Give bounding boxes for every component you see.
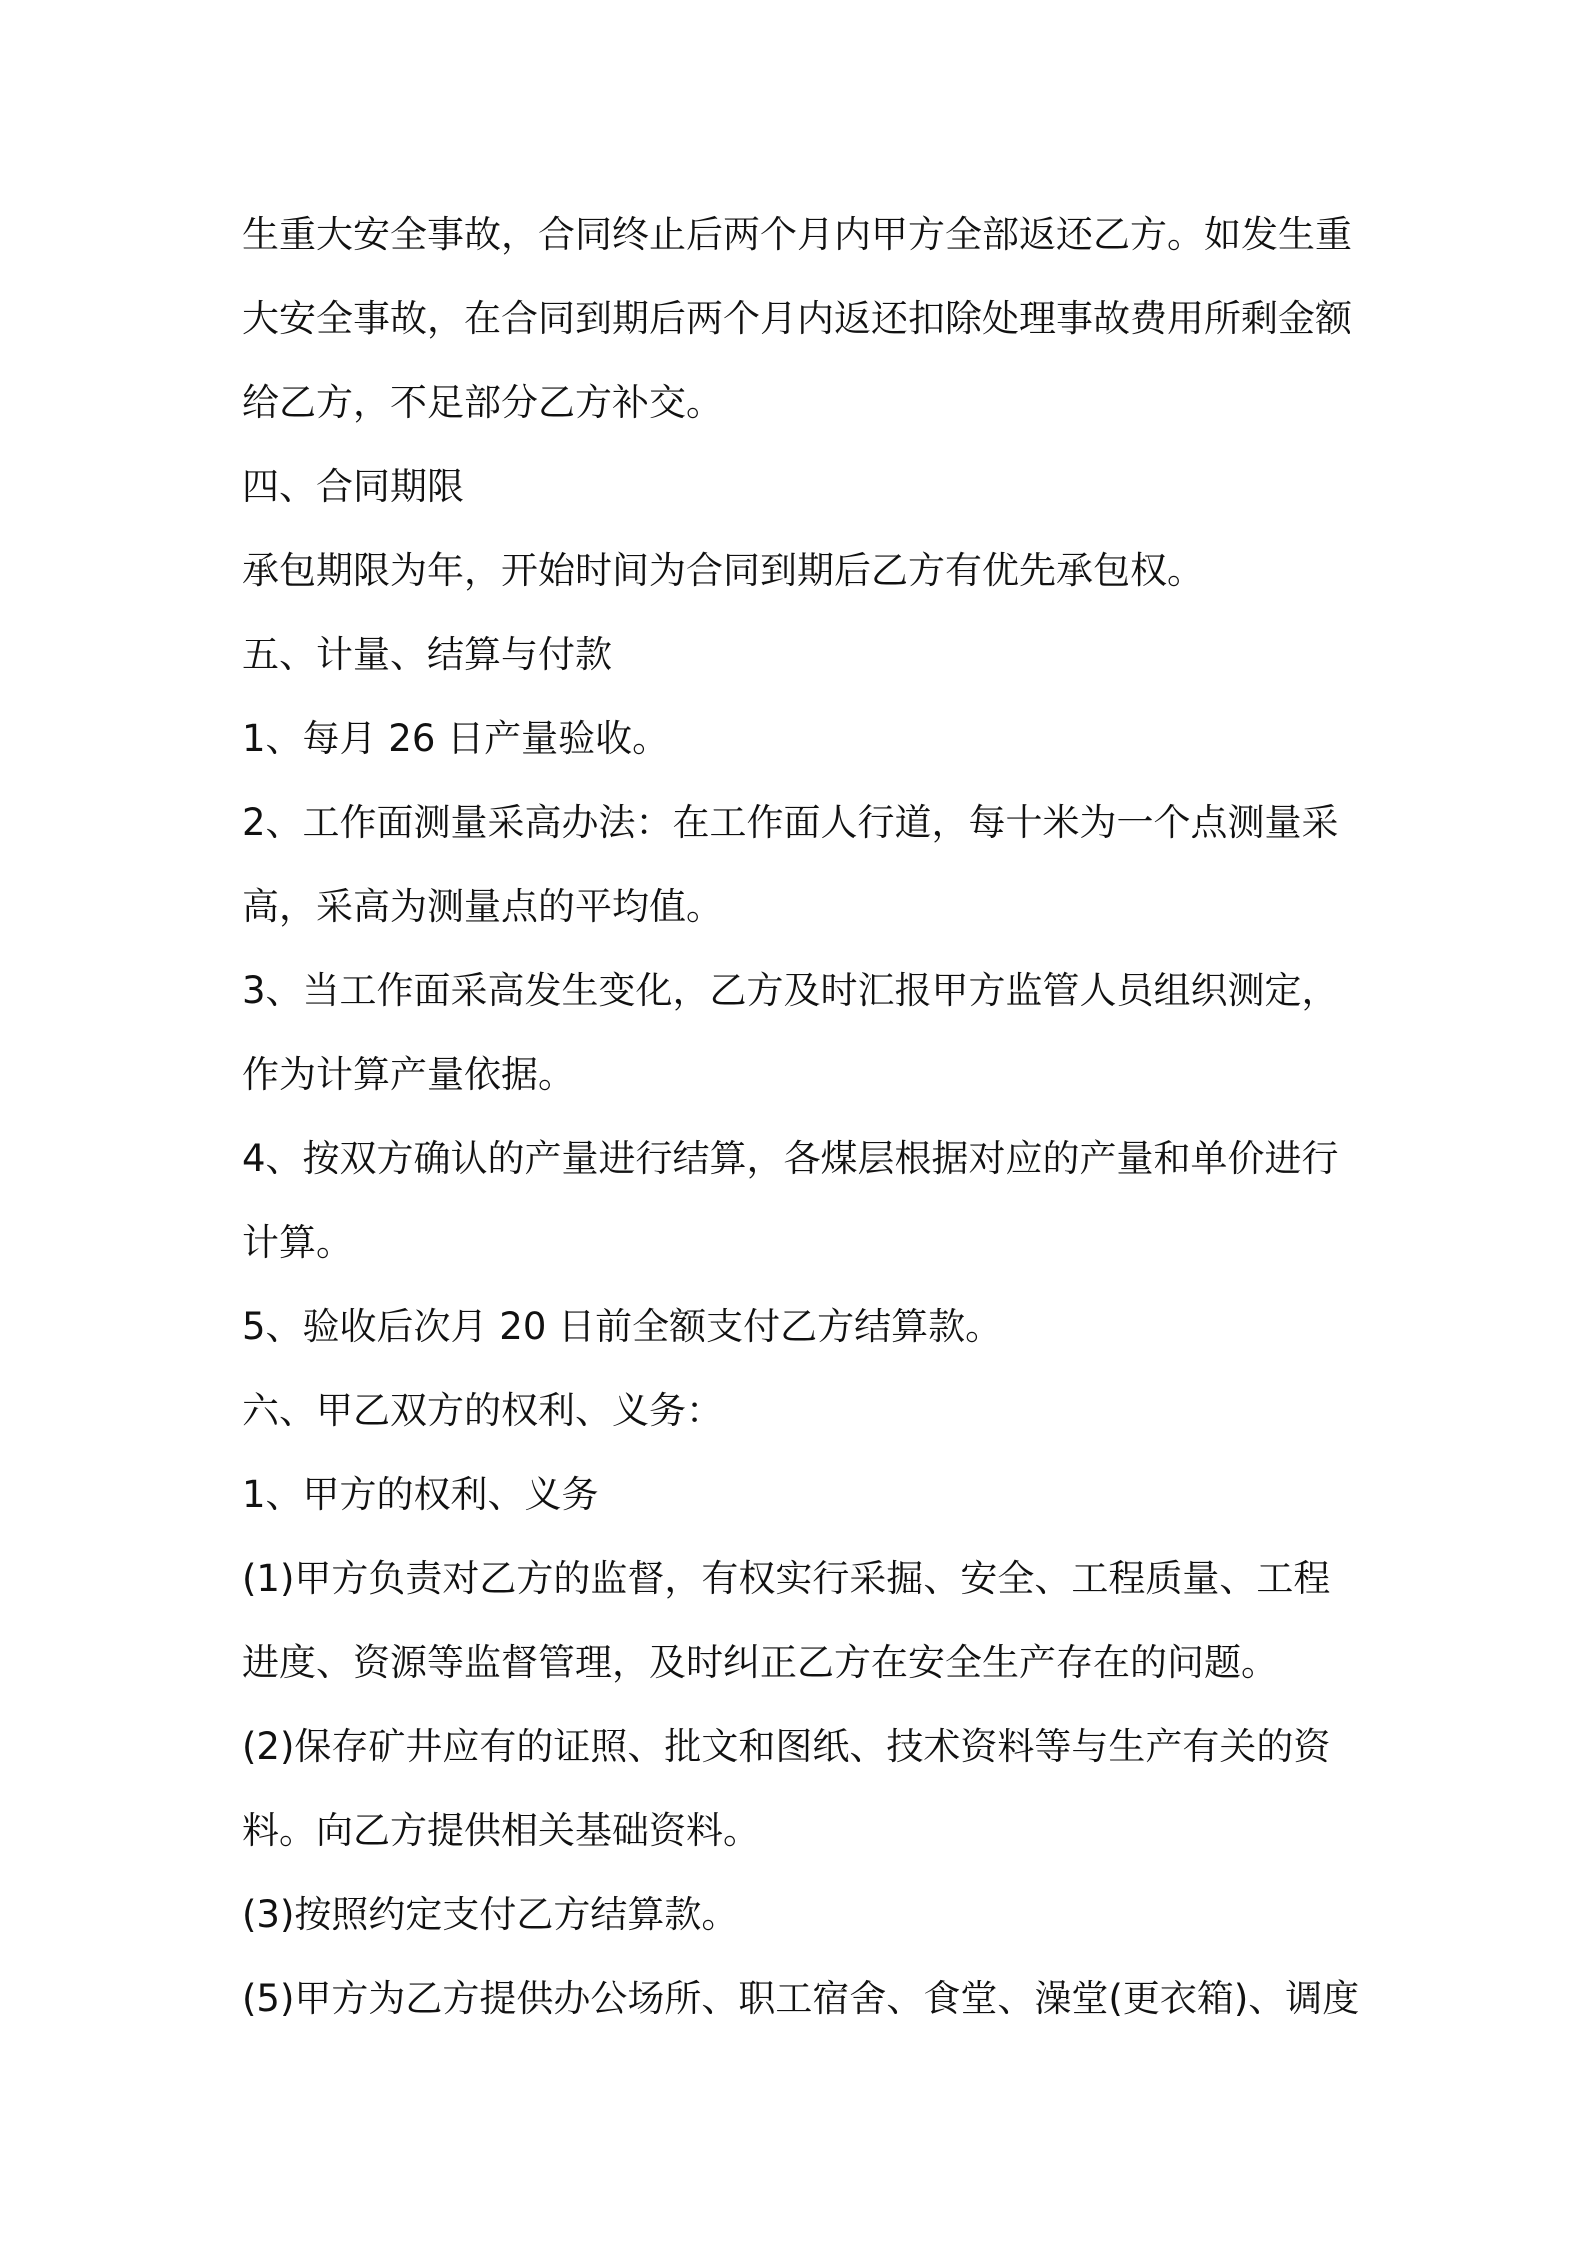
text-line: 承包期限为年，开始时间为合同到期后乙方有优先承包权。 — [242, 549, 1204, 592]
text-line: 作为计算产量依据。 — [242, 1053, 575, 1096]
text-line: 生重大安全事故，合同终止后两个月内甲方全部返还乙方。如发生重 — [242, 213, 1352, 256]
list-item: (3)按照约定支付乙方结算款。 — [242, 1893, 739, 1936]
list-item: 2、工作面测量采高办法：在工作面人行道，每十米为一个点测量采 — [242, 801, 1339, 844]
list-item: 5、验收后次月 20 日前全额支付乙方结算款。 — [242, 1305, 1003, 1348]
text-line: 高，采高为测量点的平均值。 — [242, 885, 723, 928]
list-item: (2)保存矿井应有的证照、批文和图纸、技术资料等与生产有关的资 — [242, 1725, 1331, 1768]
list-item: 3、当工作面采高发生变化，乙方及时汇报甲方监管人员组织测定， — [242, 969, 1339, 1012]
section-heading: 六、甲乙双方的权利、义务： — [242, 1389, 723, 1432]
subsection-heading: 1、甲方的权利、义务 — [242, 1473, 599, 1516]
text-line: 计算。 — [242, 1221, 353, 1264]
text-line: 料。向乙方提供相关基础资料。 — [242, 1809, 760, 1852]
list-item: 4、按双方确认的产量进行结算，各煤层根据对应的产量和单价进行 — [242, 1137, 1339, 1180]
section-heading: 五、计量、结算与付款 — [242, 633, 612, 676]
section-heading: 四、合同期限 — [242, 465, 464, 508]
document-body — [242, 193, 1360, 2041]
text-line: 给乙方，不足部分乙方补交。 — [242, 381, 723, 424]
text-line: 大安全事故，在合同到期后两个月内返还扣除处理事故费用所剩金额 — [242, 297, 1352, 340]
text-line: 进度、资源等监督管理，及时纠正乙方在安全生产存在的问题。 — [242, 1641, 1278, 1684]
list-item: (5)甲方为乙方提供办公场所、职工宿舍、食堂、澡堂(更衣箱)、调度 — [242, 1977, 1360, 2020]
list-item: (1)甲方负责对乙方的监督，有权实行采掘、安全、工程质量、工程 — [242, 1557, 1331, 1600]
list-item: 1、每月 26 日产量验收。 — [242, 717, 670, 760]
